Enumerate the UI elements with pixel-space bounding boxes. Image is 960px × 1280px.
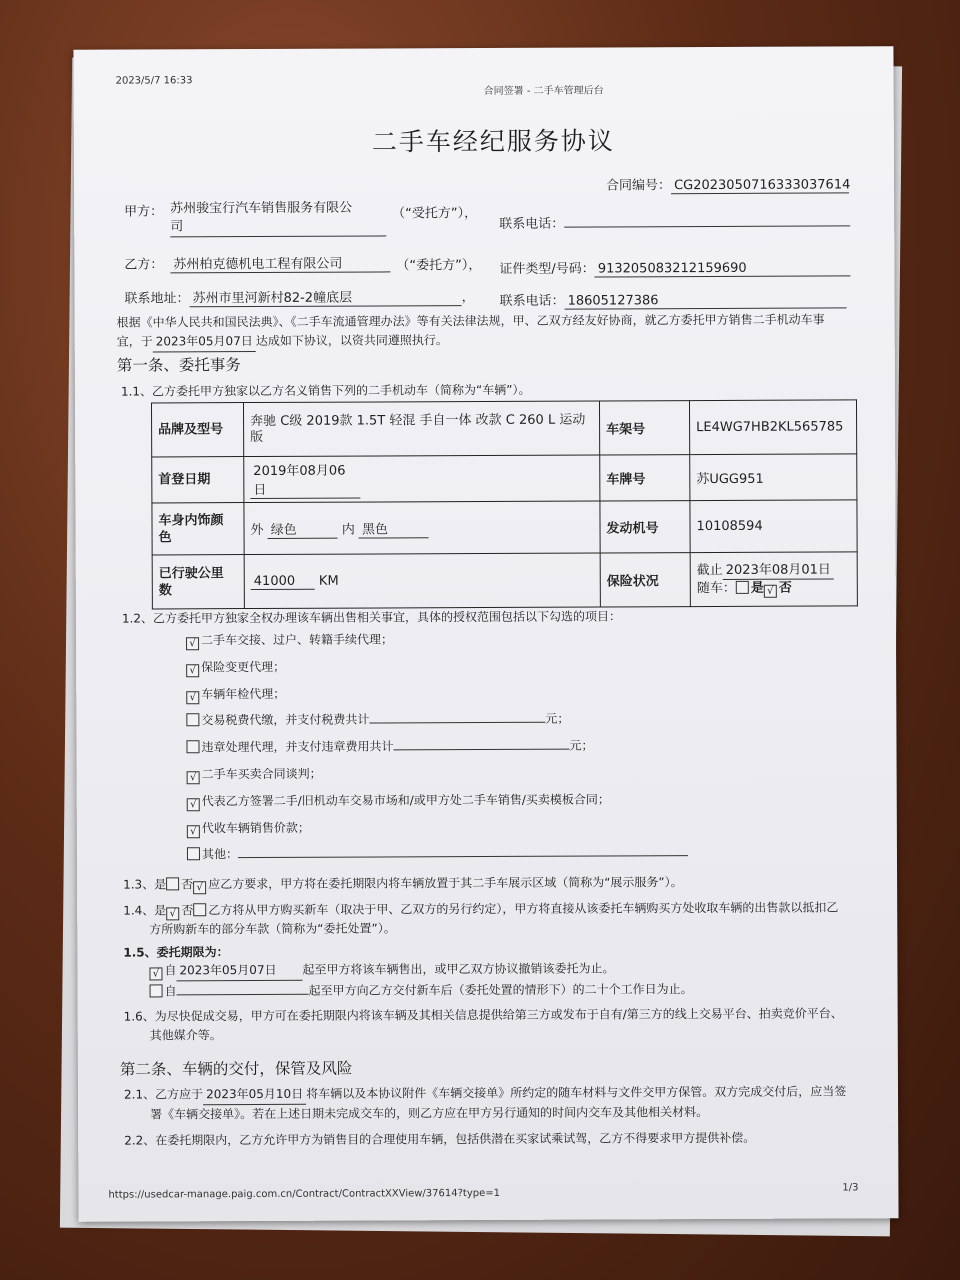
party-b-address: 联系地址： 苏州市里河新村82-2幢底层 ， xyxy=(124,286,474,308)
auth-item: 其他： xyxy=(187,839,688,868)
c13-yes-checkbox[interactable] xyxy=(166,877,179,890)
authorization-list xyxy=(186,625,688,868)
party-b-name: 苏州柏克德机电工程有限公司 xyxy=(170,252,390,273)
auth-item-checkbox[interactable] xyxy=(186,714,199,727)
auth-item: √ 二手车交接、过户、转籍手续代理； xyxy=(186,625,687,654)
with-car-no-checkbox[interactable]: √ xyxy=(764,584,777,597)
insurance-value: 截止 2023年08月01日 随车： 是 √ 否 xyxy=(690,552,857,607)
c14-no-checkbox[interactable] xyxy=(193,903,206,916)
c14-yes-checkbox[interactable]: √ xyxy=(166,907,179,920)
brand-value: 奔驰 C级 2019款 1.5T 轻混 手自一体 改款 C 260 L 运动 版 xyxy=(243,401,599,457)
auth-item-checkbox[interactable]: √ xyxy=(187,798,200,811)
clause-1-5: √ 自 2023年05月07日 起至甲方将该车辆售出，或甲乙双方协议撤销该委托为止。 自 起至甲方向乙方交付新车后（委托处置的情形下）的二十个工作日为止。 xyxy=(149,959,692,1001)
insurance-label: 保险状况 xyxy=(600,553,690,607)
footer-url: https://usedcar-manage.paig.com.cn/Contract/ContractXXView/37614?type=1 xyxy=(108,1187,501,1201)
party-a-phone: 联系电话： xyxy=(499,211,850,232)
footer-page-number: 1/3 xyxy=(842,1182,859,1194)
auth-item-checkbox[interactable] xyxy=(186,740,199,753)
clause-2-2: 2.2、在委托期限内，乙方允许甲方为销售目的合理使用车辆，包括供潜在买家试乘试驾，乙方不得要求甲方提供补偿。 xyxy=(124,1130,756,1148)
auth-item-checkbox[interactable]: √ xyxy=(186,637,199,650)
clause-1-3: 1.3、是 否 √ 应乙方要求，甲方将在委托期限内将车辆放置于其二手车展示区域（简称为“展示服务”）。 xyxy=(123,875,683,894)
auth-item: √ 二手车买卖合同谈判； xyxy=(187,759,688,788)
party-a-role: （“受托方”）， xyxy=(392,206,478,222)
reg-date-label: 首登日期 xyxy=(152,457,244,503)
party-a-label: 甲方： xyxy=(124,204,164,220)
auth-item: √ 代收车辆销售价款； xyxy=(187,813,688,842)
auth-item: √ 保险变更代理； xyxy=(186,652,687,681)
preamble: 根据《中华人民共和国民法典》、《二手车流通管理办法》等有关法律法规，甲、乙双方经友好协商，就乙方委托甲方销售二手机动车事 宜，于 2023年05月07日 达成如下协议，以资共同遵照执行。 xyxy=(117,311,825,353)
auth-item-checkbox[interactable]: √ xyxy=(186,691,199,704)
clause-1-5-label: 1.5、委托期限为： xyxy=(123,945,229,960)
contract-number xyxy=(606,173,849,194)
term-option-1-checkbox[interactable]: √ xyxy=(149,967,162,980)
party-b-label: 乙方： xyxy=(124,257,164,273)
auth-item: √ 代表乙方签署二手/旧机动车交易市场和/或甲方处二手车销售/买卖模板合同； xyxy=(187,786,688,815)
party-b-phone: 联系电话： 18605127386 xyxy=(499,288,846,310)
clause-1-4: 1.4、是 √ 否 乙方将从甲方购买新车（取决于甲、乙双方的另行约定），甲方将直接从该委托车辆购买方处收取车辆的出售款以抵扣乙 方所购新车的部分车款（简称为“委托处置”）。 xyxy=(123,900,839,937)
contract-number-label: 合同编号： xyxy=(606,178,672,194)
party-a-name: 苏州骏宝行汽车销售服务有限公 司 xyxy=(170,199,386,237)
mileage-label: 已行驶公里 数 xyxy=(152,555,244,609)
clause-1-1: 1.1、乙方委托甲方独家以乙方名义销售下列的二手机动车（简称为“车辆”）。 xyxy=(120,382,531,399)
mileage-value: 41000 KM xyxy=(244,553,600,609)
with-car-yes-checkbox[interactable] xyxy=(736,580,749,593)
auth-item-checkbox[interactable]: √ xyxy=(186,664,199,677)
contract-number-value: CG2023050716333037614 xyxy=(671,177,849,194)
clause-1-2: 1.2、乙方委托甲方独家全权办理该车辆出售相关事宜，具体的授权范围包括以下勾选的项目： xyxy=(121,609,622,626)
clause-2-1: 2.1、乙方应于 2023年05月10日 将车辆以及本协议附件《车辆交接单》所约定的随车材料与文件交甲方保管。双方完成交付后，应当签 署《车辆交接单》。若在上述日期未完成交车的，则乙方应在甲方另行通知的时间内交车及其他相关材料。 xyxy=(123,1084,847,1122)
brand-label: 品牌及型号 xyxy=(151,403,243,457)
print-datetime: 2023/5/7 16:33 xyxy=(115,75,193,87)
engine-value: 10108594 xyxy=(690,500,857,553)
auth-item-checkbox[interactable]: √ xyxy=(187,771,200,784)
party-b-id: 证件类型/号码： 913205083212159690 xyxy=(499,256,850,278)
vehicle-table xyxy=(151,399,858,609)
clause-1-6: 1.6、为尽快促成交易，甲方可在委托期限内将该车辆及其相关信息提供给第三方或发布于自有/第三方的线上交易平台、拍卖竞价平台、 其他媒介等。 xyxy=(123,1006,843,1043)
vin-label: 车架号 xyxy=(599,401,689,455)
color-label: 车身内饰颜 色 xyxy=(152,503,244,555)
section-2-title: 第二条、车辆的交付，保管及风险 xyxy=(119,1059,353,1079)
auth-item-checkbox[interactable] xyxy=(187,848,200,861)
plate-label: 车牌号 xyxy=(600,455,690,501)
reg-date-value: 2019年08月06日 xyxy=(244,455,600,503)
print-page-title: 合同签署 - 二手车管理后台 xyxy=(483,85,604,98)
c13-no-checkbox[interactable]: √ xyxy=(193,881,206,894)
party-b-role: （“委托方”）， xyxy=(396,258,482,274)
contract-page xyxy=(73,46,898,1222)
auth-item: 违章处理代理，并支付违章费用共计 元； xyxy=(186,732,687,761)
color-value: 外 绿色 内 黑色 xyxy=(244,501,600,555)
auth-item-checkbox[interactable]: √ xyxy=(187,825,200,838)
plate-value: 苏UGG951 xyxy=(690,454,857,501)
document-title: 二手车经纪服务协议 xyxy=(371,126,615,157)
section-1-title: 第一条、委托事务 xyxy=(116,356,241,375)
auth-item: 交易税费代缴，并支付税费共计 元； xyxy=(186,706,687,735)
auth-item: √ 车辆年检代理； xyxy=(186,679,687,708)
term-option-2-checkbox[interactable] xyxy=(150,984,163,997)
engine-label: 发动机号 xyxy=(600,501,690,553)
vin-value: LE4WG7HB2KL565785 xyxy=(689,400,856,455)
